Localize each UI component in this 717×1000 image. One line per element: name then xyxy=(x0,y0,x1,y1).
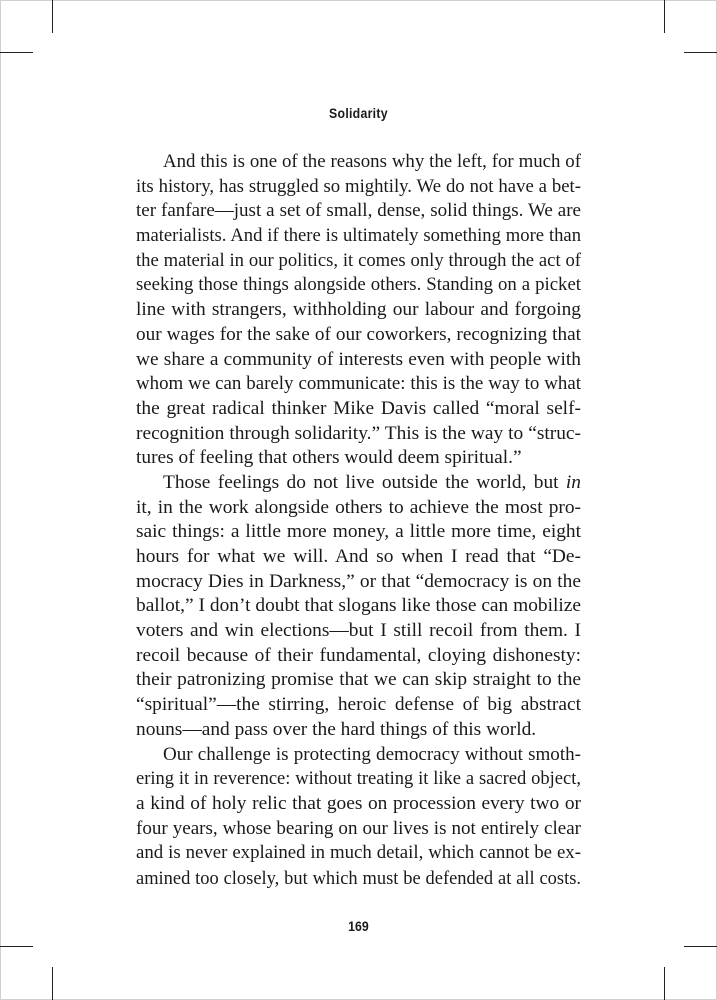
text-line: saic things: a little more money, a little more time, eight xyxy=(136,521,581,543)
text-line: seeking those things alongside others. Standing on a picket xyxy=(136,274,581,296)
text-line xyxy=(136,471,581,496)
text-line: it, in the work alongside others to achieve the most pro- xyxy=(136,496,581,518)
running-head: Solidarity xyxy=(329,105,388,121)
text-line: four years, whose bearing on our lives is not entirely clear xyxy=(136,817,581,839)
text-line: ering it in reverence: without treating it like a sacred object, xyxy=(136,768,581,790)
text-line: our wages for the sake of our coworkers, recognizing that xyxy=(136,323,581,345)
text-line: ter fanfare—just a set of small, dense, solid things. We are xyxy=(136,200,581,222)
text-line: the great radical thinker Mike Davis called “moral self- xyxy=(136,397,581,419)
text-line: its history, has struggled so mightily. We do not have a bet- xyxy=(136,175,581,197)
crop-mark-top-left xyxy=(52,0,53,33)
crop-mark-right-lower xyxy=(684,946,717,947)
page-number: 169 xyxy=(348,918,369,934)
text-line: ballot,” I don’t doubt that slogans like those can mobilize xyxy=(136,595,581,617)
body-text xyxy=(136,150,581,891)
text-line: line with strangers, withholding our labour and forgoing xyxy=(136,299,581,321)
text-line: a kind of holy relic that goes on procession every two or xyxy=(136,792,581,814)
italic-emphasis: in xyxy=(565,471,581,493)
text-line: we share a community of interests even with people with xyxy=(136,348,581,370)
text-line: nouns—and pass over the hard things of this world. xyxy=(136,718,537,740)
text-line: And this is one of the reasons why the left, for much of xyxy=(163,151,581,172)
text-line: amined too closely, but which must be defended at all costs. xyxy=(136,867,581,888)
text-run: Those feelings do not live outside the world, but xyxy=(163,471,566,493)
text-line: recognition through solidarity.” This is the way to “struc- xyxy=(136,422,581,444)
crop-mark-bottom-left xyxy=(52,967,53,1000)
text-line: the material in our politics, it comes only through the act of xyxy=(136,249,581,271)
text-line: recoil because of their fundamental, cloying dishonesty: xyxy=(136,644,581,666)
text-line: tures of feeling that others would deem spiritual.” xyxy=(136,447,522,469)
crop-mark-bottom-right xyxy=(664,967,665,1000)
crop-mark-left-lower xyxy=(0,946,33,947)
text-line: voters and win elections—but I still recoil from them. I xyxy=(136,620,581,642)
text-line: and is never explained in much detail, which cannot be ex- xyxy=(136,842,581,864)
crop-mark-right-upper xyxy=(684,52,717,53)
text-line: their patronizing promise that we can skip straight to the xyxy=(136,669,581,691)
crop-mark-top-right xyxy=(664,0,665,33)
paragraph-2 xyxy=(136,471,581,743)
text-line: mocracy Dies in Darkness,” or that “democracy is on the xyxy=(136,570,581,592)
text-line: “spiritual”—the stirring, heroic defense of big abstract xyxy=(136,694,581,716)
text-line: Our challenge is protecting democracy without smoth- xyxy=(163,743,581,765)
crop-mark-left-upper xyxy=(0,52,33,53)
text-line: whom we can barely communicate: this is the way to what xyxy=(136,373,581,395)
paragraph-1 xyxy=(136,150,581,471)
text-line: materialists. And if there is ultimately something more than xyxy=(136,225,581,247)
text-line: hours for what we will. And so when I read that “De- xyxy=(136,546,581,567)
paragraph-3 xyxy=(136,743,581,891)
